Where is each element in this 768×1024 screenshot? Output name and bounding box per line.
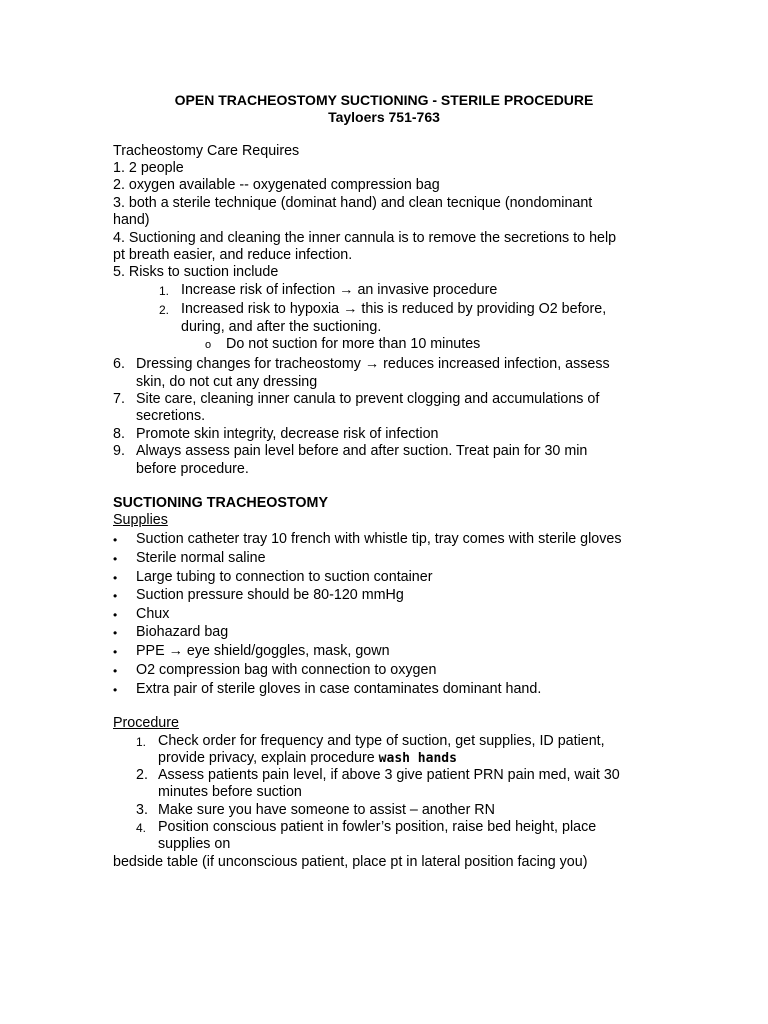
care-line-4b: pt breath easier, and reduce infection. bbox=[113, 247, 353, 263]
arrow-right-icon: → bbox=[343, 301, 358, 317]
care-number-8: 8. bbox=[113, 426, 125, 442]
risk-subitem: Do not suction for more than 10 minutes bbox=[226, 336, 481, 352]
care-line-8: Promote skin integrity, decrease risk of infection bbox=[136, 426, 439, 442]
step-number-2: 2. bbox=[136, 767, 148, 783]
care-line-9a: Always assess pain level before and after suction. Treat pain for 30 min bbox=[136, 443, 588, 459]
bullet-icon: • bbox=[113, 589, 118, 603]
risk-item-1: Increase risk of infection → an invasive procedure bbox=[181, 282, 498, 298]
supply-item: O2 compression bag with connection to oxygen bbox=[136, 662, 437, 678]
supply-item: Suction pressure should be 80-120 mmHg bbox=[136, 587, 404, 603]
care-line-6c: skin, do not cut any dressing bbox=[136, 374, 318, 390]
supply-item: Extra pair of sterile gloves in case contaminates dominant hand. bbox=[136, 681, 542, 697]
supply-item-ppe: PPE → eye shield/goggles, mask, gown bbox=[136, 643, 390, 659]
supply-item: Sterile normal saline bbox=[136, 550, 266, 566]
bullet-icon: • bbox=[113, 533, 118, 547]
supplies-label: Supplies bbox=[113, 512, 168, 528]
supply-item: Suction catheter tray 10 french with whistle tip, tray comes with sterile gloves bbox=[136, 531, 622, 547]
step-number-4: 4. bbox=[136, 821, 147, 835]
page-subtitle: Tayloers 751-763 bbox=[328, 109, 440, 125]
bullet-icon: • bbox=[113, 626, 118, 640]
step-number-1: 1. bbox=[136, 735, 147, 749]
step-4c: bedside table (if unconscious patient, place pt in lateral position facing you) bbox=[113, 854, 588, 870]
care-line-5: 5. Risks to suction include bbox=[113, 264, 279, 280]
supply-item: Chux bbox=[136, 606, 170, 622]
care-number-6: 6. bbox=[113, 356, 125, 372]
bullet-icon: • bbox=[113, 683, 118, 697]
arrow-right-icon: → bbox=[339, 282, 354, 298]
step-2b: minutes before suction bbox=[158, 784, 302, 800]
care-line-6a: Dressing changes for tracheostomy → reduces increased infection, assess bbox=[136, 356, 610, 372]
care-line-1: 1. 2 people bbox=[113, 160, 184, 176]
risk-number-1: 1. bbox=[159, 284, 170, 298]
bullet-icon: • bbox=[113, 608, 118, 622]
care-line-3a: 3. both a sterile technique (dominat hand) and clean tecnique (nondominant bbox=[113, 195, 593, 211]
care-line-7b: secretions. bbox=[136, 408, 206, 424]
supply-item: Biohazard bag bbox=[136, 624, 229, 640]
step-4a: Position conscious patient in fowler’s position, raise bed height, place bbox=[158, 819, 597, 835]
arrow-right-icon: → bbox=[364, 356, 380, 372]
bullet-icon: • bbox=[113, 645, 118, 659]
risk-item-2: Increased risk to hypoxia → this is reduced by providing O2 before, bbox=[181, 301, 607, 317]
step-1b: provide privacy, explain procedure wash hands bbox=[158, 750, 457, 766]
care-number-7: 7. bbox=[113, 391, 125, 407]
step-number-3: 3. bbox=[136, 802, 148, 818]
bullet-icon: • bbox=[113, 664, 118, 678]
risk-number-2: 2. bbox=[159, 303, 170, 317]
step-4b: supplies on bbox=[158, 836, 231, 852]
care-line-7a: Site care, cleaning inner canula to prevent clogging and accumulations of bbox=[136, 391, 600, 407]
bullet-icon: • bbox=[113, 552, 118, 566]
wash-hands-emphasis: wash hands bbox=[378, 751, 457, 766]
supply-item: Large tubing to connection to suction container bbox=[136, 569, 433, 585]
step-2a: Assess patients pain level, if above 3 give patient PRN pain med, wait 30 bbox=[158, 767, 620, 783]
arrow-right-icon: → bbox=[168, 643, 183, 659]
page-title: OPEN TRACHEOSTOMY SUCTIONING - STERILE PROCEDURE bbox=[174, 92, 594, 108]
care-line-2: 2. oxygen available -- oxygenated compression bag bbox=[113, 177, 440, 193]
care-heading: Tracheostomy Care Requires bbox=[113, 143, 300, 159]
care-number-9: 9. bbox=[113, 443, 125, 459]
care-line-9b: before procedure. bbox=[136, 461, 249, 477]
step-3: Make sure you have someone to assist – another RN bbox=[158, 802, 495, 818]
procedure-label: Procedure bbox=[113, 715, 179, 731]
risk-item-2-cont: during, and after the suctioning. bbox=[181, 319, 382, 335]
section-heading-suctioning: SUCTIONING TRACHEOSTOMY bbox=[113, 495, 328, 511]
bullet-icon: • bbox=[113, 571, 118, 585]
care-line-3b: hand) bbox=[113, 212, 150, 228]
care-line-4a: 4. Suctioning and cleaning the inner cannula is to remove the secretions to help bbox=[113, 230, 617, 246]
step-1a: Check order for frequency and type of suction, get supplies, ID patient, bbox=[158, 733, 605, 749]
circle-bullet-icon: o bbox=[205, 339, 212, 351]
